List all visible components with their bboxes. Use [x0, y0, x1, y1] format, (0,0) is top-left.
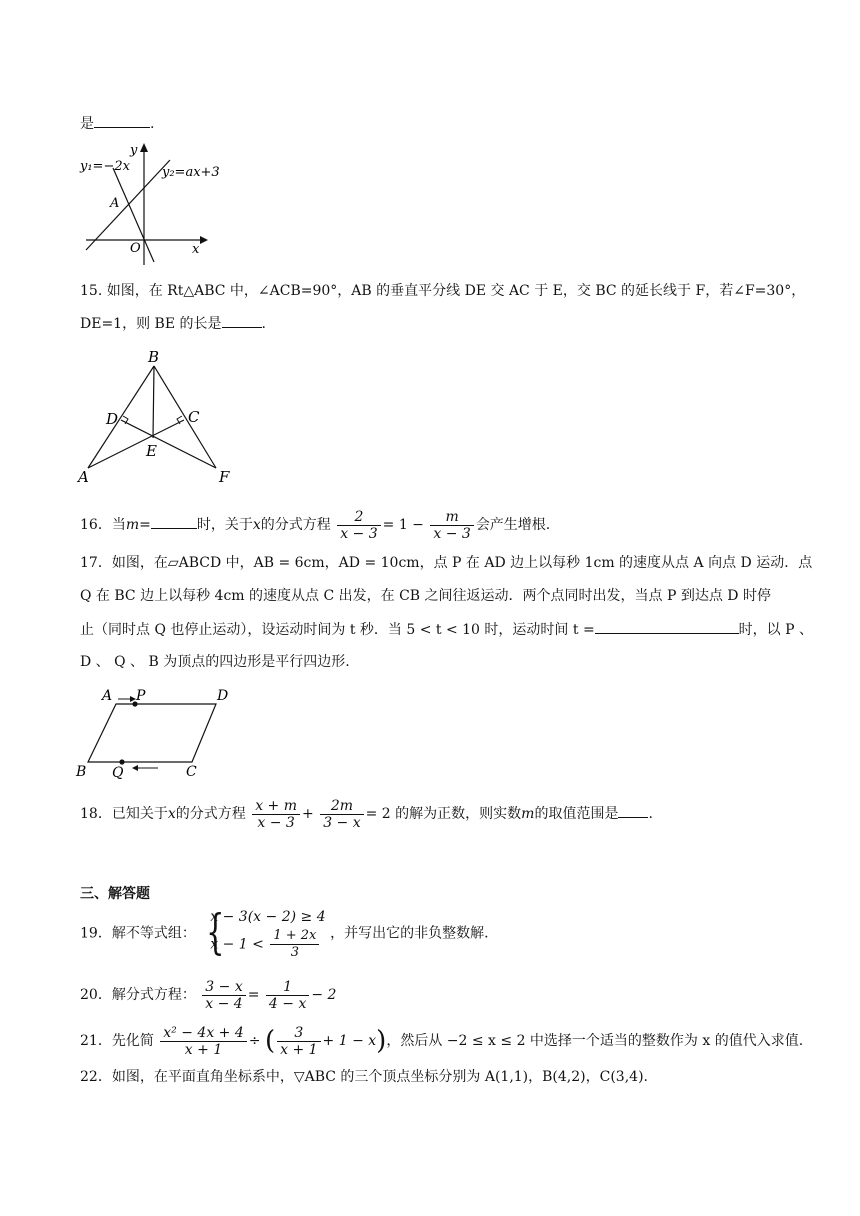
label-F: F — [219, 468, 230, 486]
q21: 21．先化简 $\frac{\text{x² − 4x + 4}}{x + 1}$ ÷ ( $\frac{3}{x + 1}$ + 1 − x)，然后从 −2 ≤ x ≤ 2 中选择一个适当的整数作为 x 的值代入求值. — [80, 1024, 804, 1058]
y2-label: y₂=ax+3 — [162, 165, 220, 180]
answer-blank-14[interactable] — [94, 113, 150, 128]
q15-line1: 15. 如图，在 Rt△ABC 中，∠ACB=90°，AB 的垂直平分线 DE 交 AC 于 E，交 BC 的延长线于 F，若∠F=30°， — [80, 283, 806, 299]
q19: 19．解不等式组： { x − 3(x − 2) ≥ 4 x − 1 < $\frac{1 + 2x}{3}$ ，并写出它的非负整数解. — [80, 904, 489, 960]
answer-blank-16[interactable] — [151, 514, 197, 529]
q17-line2: Q 在 BC 边上以每秒 4cm 的速度从点 C 出发，在 CB 之间往返运动．两个点同时出发，当点 P 到达点 D 时停 — [80, 588, 771, 604]
label-B: B — [76, 764, 87, 780]
answer-blank-18[interactable] — [618, 803, 648, 818]
label-Q: Q — [112, 765, 124, 781]
q17-line1: 17．如图，在▱ABCD 中，AB = 6cm，AD = 10cm，点 P 在 AD 边上以每秒 1cm 的速度从点 A 向点 D 运动．点 — [80, 555, 813, 571]
label-A: A — [102, 688, 113, 704]
q16: 16．当m= 时，关于x的分式方程 $\frac{2}{x - 3}$ = 1 − $\frac{m}{x - 3}$ 会产生增根. — [80, 508, 551, 542]
label-B: B — [148, 348, 160, 366]
label-C: C — [186, 764, 197, 780]
figure-15-triangle — [76, 348, 246, 490]
q18: 18．已知关于x的分式方程 $\frac{x + m}{x - 3}$ + $\frac{2m}{3 - x}$ = 2 的解为正数，则实数m的取值范围是 . — [80, 797, 653, 831]
answer-blank-17[interactable] — [595, 619, 739, 634]
section-heading: 三、解答题 — [80, 886, 150, 902]
label-E: E — [146, 442, 157, 460]
label-D: D — [106, 410, 119, 428]
q17-line3: 止（同时点 Q 也停止运动），设运动时间为 t 秒．当 5 < t < 10 时，运动时间 t = 时，以 P 、 — [80, 619, 813, 640]
point-A: A — [110, 196, 120, 211]
inequality-system: { x − 3(x − 2) ≥ 4 x − 1 < $\frac{1 + 2x}{3}$ — [206, 904, 326, 960]
label-P: P — [136, 688, 146, 704]
q14-tail: 是 . — [80, 113, 154, 134]
figure-17-parallelogram — [74, 686, 244, 782]
y-axis-label: y — [130, 143, 138, 158]
q22: 22．如图，在平面直角坐标系中，▽ABC 的三个顶点坐标分别为 A(1,1)，B(4,2)，C(3,4). — [80, 1069, 648, 1085]
origin-O: O — [130, 241, 141, 256]
y1-label: y₁=−2x — [80, 159, 130, 174]
x-axis-label: x — [192, 242, 200, 257]
figure-14-graph — [78, 140, 238, 270]
q20: 20．解分式方程： $\frac{3 - x}{x - 4}$ = $\frac{1}{4 - x}$ − 2 — [80, 978, 337, 1012]
label-D: D — [217, 688, 229, 704]
answer-blank-15[interactable] — [222, 313, 262, 328]
label-C: C — [188, 408, 200, 426]
q17-line4: D 、 Q 、 B 为顶点的四边形是平行四边形. — [80, 654, 350, 670]
q15-line2: DE=1，则 BE 的长是 . — [80, 313, 266, 334]
label-A: A — [78, 468, 89, 486]
